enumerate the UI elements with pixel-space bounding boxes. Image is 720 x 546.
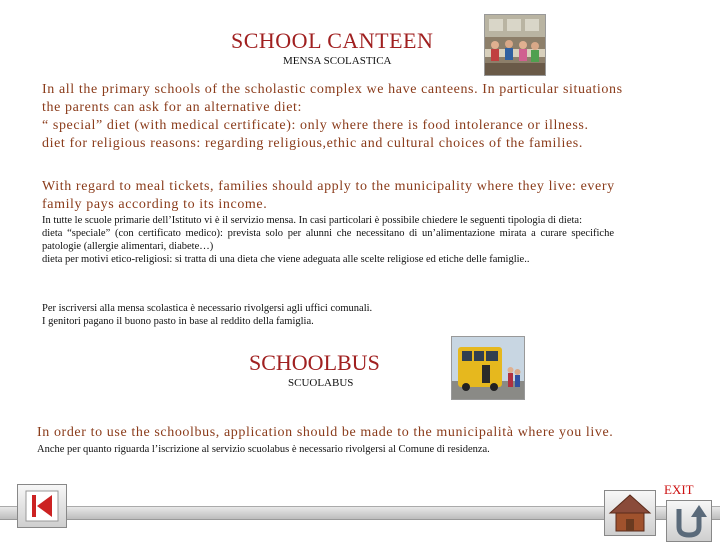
first-slide-button[interactable]: [17, 484, 67, 528]
schoolbus-title: SCHOOLBUS: [249, 350, 380, 375]
canteen-it-paragraph-2: dieta “speciale” (con certificato medico): prevista solo per alunni che necessitano di un’alimentazione mirata a curare specifiche patologie (allergie alimentari, diabete…): [42, 228, 614, 252]
skip-to-first-icon: [18, 485, 66, 527]
canteen-italian-enrolment: [42, 302, 614, 328]
canteen-english-text: [42, 81, 627, 153]
schoolbus-en-paragraph: In order to use the schoolbus, application should be made to the municipalità where you live.: [37, 425, 614, 440]
schoolbus-subtitle: SCUOLABUS: [288, 377, 354, 389]
canteen-title: SCHOOL CANTEEN: [231, 28, 434, 53]
home-button[interactable]: [604, 490, 656, 536]
canteen-photo: [484, 14, 546, 76]
canteen-it-paragraph-5: I genitori pagano il buono pasto in base al reddito della famiglia.: [42, 316, 314, 327]
canteen-it-paragraph-4: Per iscriversi alla mensa scolastica è necessario rivolgersi agli uffici comunali.: [42, 303, 373, 314]
exit-link[interactable]: EXIT: [664, 482, 694, 497]
schoolbus-photo: [451, 336, 525, 400]
canteen-en-paragraph-2: “ special” diet (with medical certificate): only where there is food intolerance or illness.: [42, 118, 589, 133]
canteen-subtitle: MENSA SCOLASTICA: [283, 55, 392, 67]
canteen-en-paragraph-4: With regard to meal tickets, families should apply to the municipality where they live: every family pays according to its income.: [42, 179, 615, 212]
home-icon: [605, 491, 655, 535]
canteen-it-paragraph-1: In tutte le scuole primarie dell’Istituto vi è il servizio mensa. In casi particolari è possibile chiedere le seguenti tipologia di dieta:: [42, 215, 582, 226]
canteen-en-paragraph-3: diet for religious reasons: regarding religious,ethic and cultural choices of the families.: [42, 136, 583, 151]
return-icon: [667, 501, 711, 541]
canteen-en-paragraph-1: In all the primary schools of the scholastic complex we have canteens. In particular situations the parents can ask for an alternative diet:: [42, 82, 623, 115]
canteen-it-paragraph-3: dieta per motivi etico-religiosi: si tratta di una dieta che viene adeguata alle scelte religiose ed etiche delle famiglie..: [42, 254, 530, 265]
canteen-italian-text: [42, 214, 614, 266]
return-button[interactable]: [666, 500, 712, 542]
schoolbus-it-paragraph: Anche per quanto riguarda l’iscrizione al servizio scuolabus è necessario rivolgersi al Comune di residenza.: [37, 444, 490, 455]
